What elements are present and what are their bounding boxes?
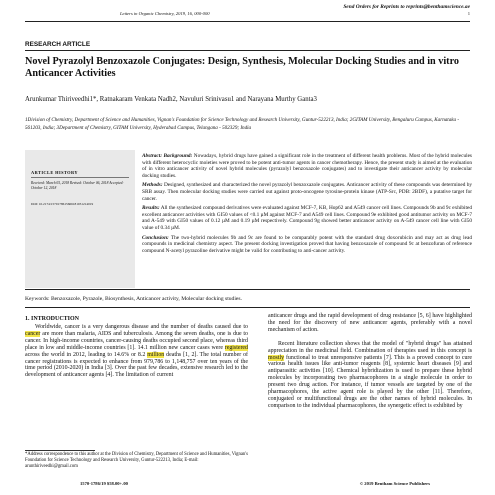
conclusion-text: The two-hybrid molecules 9b and 9c are found to be comparably potent with the standard drug doxorubicin and may act as drug lead compounds in medicinal chemistry aspect. The present docking investigation proved that having benzoxazole of compound 9c at benzofuran of reference compound N-acetyl pyrazoline derivative might be valid for contributing to anti-cancer activity.	[142, 234, 472, 254]
keywords-top-rule	[25, 289, 470, 290]
intro-text: Recent literature collection shows that the model of "hybrid drugs" has attained appreciation in the medicinal field. Combination of therapies used in this concept is	[268, 340, 472, 354]
intro-paragraph-1	[25, 324, 248, 379]
journal-citation: Letters in Organic Chemistry, 2019, 16, 000-000	[120, 11, 210, 16]
article-history-box	[25, 150, 135, 288]
introduction-heading: 1. INTRODUCTION	[25, 316, 80, 322]
intro-right-column	[268, 313, 472, 410]
keywords: Keywords: Benzoxazole, Pyrazole, Biosynthesis, Anticancer activity, Molecular docking studies.	[25, 296, 242, 302]
doi-link[interactable]: DOI: 10.2174/1570178615666181031214019	[31, 202, 94, 206]
section-label: RESEARCH ARTICLE	[25, 41, 91, 48]
article-title: Novel Pyrazolyl Benzoxazole Conjugates: Design, Synthesis, Molecular Docking Studies and in vitro Anticancer Activities	[25, 56, 460, 79]
publisher-copyright: © 2019 Bentham Science Publishers	[359, 481, 430, 486]
abstract-background	[142, 153, 472, 179]
intro-text: deaths [1, 2]. The total number of cancer registrations is expected to enhance from 979,786 to 1,148,757 over ten years of the time period (2010-2020) in India [3]. Over the past few decades, extensive research led to the development of anticancer agents [4]. The limitation of current	[25, 351, 248, 379]
article-history-dates: Received: March 05, 2018 Revised: October 06, 2018 Accepted: October 12, 2018	[31, 181, 124, 190]
page-number: 1	[467, 11, 470, 16]
affiliations: 1Division of Chemistry, Department of Science and Humanities, Vignan's Foundation for Science Technology and Research University, Guntur-522213, India; 2GITAM University, Bengaluru Campus, Karnataka - 561203, India; 3Department of Chemistry, GITAM University, Hyderabad Campus, Telangana - 502329; India	[25, 117, 460, 131]
title-rule	[25, 50, 470, 51]
intro-text: Worldwide, cancer is a very dangerous disease and the number of deaths caused due to	[35, 324, 248, 330]
highlight-cancer[interactable]: cancer	[25, 330, 41, 337]
reprints-notice: Send Orders for Reprints to reprints@benthamscience.ae	[343, 4, 470, 10]
header-rule	[25, 21, 470, 22]
intro-paragraph-continued: anticancer drugs and the rapid development of drug resistance [5, 6] have highlighted the need for the discovery of new anticancer agents, preferably with a novel mechanism of action.	[268, 313, 472, 333]
highlight-mostly[interactable]: mostly	[268, 354, 285, 361]
keywords-bottom-rule	[25, 307, 470, 308]
article-history-rule	[31, 177, 129, 178]
conclusion-label: Conclusion:	[142, 234, 169, 241]
abstract-methods	[142, 182, 472, 202]
results-label: Results:	[142, 205, 160, 212]
article-history-heading: ARTICLE HISTORY	[31, 170, 78, 175]
footnote-rule	[25, 450, 95, 451]
intro-paragraph-2	[268, 341, 472, 410]
author-list: Arunkumar Thiriveedhi1*, Ratnakaram Venkata Nadh2, Navuluri Srinivasu1 and Narayana Murthy Ganta3	[25, 96, 317, 103]
highlight-registered[interactable]: registered	[224, 344, 248, 351]
results-text: All the synthesized compound derivatives were evaluated against MCF-7, KB, Hop62 and A549 cancer cell lines. Compounds 9b and 9c exhibited excellent anticancer activities with GI50 values of <0.1 µM against MCF-7 and A549 cell lines. Compound 9e exhibited good antitumor activity on MCF-7 and A-549 with GI50 values of 0.12 µM and 0.19 µM respectively. Compound 9g showed better anticancer activity on A-549 cancer cell line with GI50 value of 0.34 µM.	[142, 205, 472, 231]
correspondence-footnote: *Address correspondence to this author at the Division of Chemistry, Department of Science and Humanities, Vignan's Foundation for Science Technology and Research University, Guntur-522213, India; E-mail: arunthiriveedhi@gmail.com	[25, 452, 248, 469]
highlight-million[interactable]: million	[147, 351, 165, 358]
intro-text: functional to treat unresponsive patients [7]. This is a proved concept to cure various health issues like anti-tumor reagents [8], systemic heart diseases [9] and antiparasitic activities [10]. Chemical hybridization is used to prepare these hybrid molecules by incorporating two pharmacophores in a single molecule in order to present two drug action. For instance, if tumor vessels are targeted by one of the pharmacophores, the active agent role is played by the other [11]. Therefore, conjugated or multifunctional drugs are the other names of hybrid molecules. In comparison to the individual pharmacophores, the synergetic effect is exhibited by	[268, 354, 472, 409]
intro-left-column	[25, 324, 248, 379]
abstract	[142, 153, 472, 257]
methods-label: Methods:	[142, 182, 163, 189]
methods-text: Designed, synthesized and characterized the novel pyrazolyl benzoxazole conjugates. Anticancer activity of these compounds was determined by SRB assay. Then molecular docking studies were carried out against proto-oncogene tyrosine-protein kinase (ATP-Src, PDB: 2BDF), a putative target for cancer.	[142, 182, 473, 202]
abstract-results	[142, 205, 472, 231]
abstract-conclusion	[142, 235, 472, 255]
background-label: Abstract: Background:	[142, 153, 193, 159]
issn-price: 1570-1786/19 $58.00+.00	[80, 481, 128, 486]
intro-text: are more than malaria, AIDS and tuberculosis. Among the seven deaths, one is due to cancer. In high-income countries, cancer-causing deaths occupied second place, whereas third place in low and middle-income countries [1]. 14.1 million new cancer cases were	[25, 330, 248, 351]
background-text: Nowadays, hybrid drugs have gained a significant role in the treatment of different health problems. Most of the hybrid molecules with different heterocyclic moieties were proved to be potent anti-tumor agents in cancer chemotherapy. Hence, the present study is aimed at the evaluation of in vitro anticancer activity of novel hybrid molecules (pyrazolyl benzoxazole conjugates) and to investigate their anticancer activity by molecular docking studies.	[142, 153, 472, 179]
intro-text: across the world in 2012, leading to 14.6% or 8.2	[25, 351, 148, 358]
